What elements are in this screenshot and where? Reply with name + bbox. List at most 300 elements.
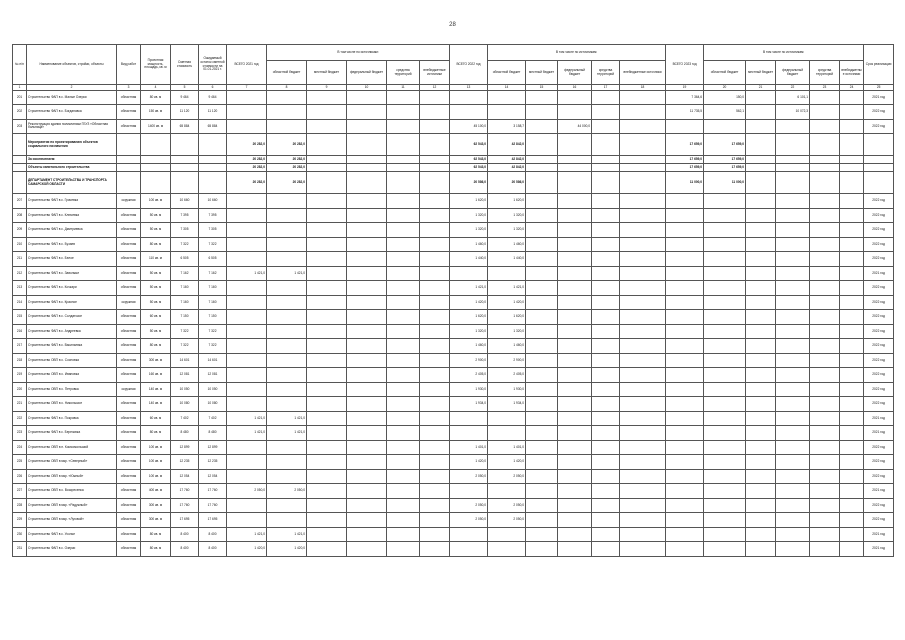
cell-type: областная [117, 484, 141, 499]
column-number: 9 [307, 85, 347, 91]
cell-n: 223 [13, 426, 27, 441]
cell-a22 [488, 542, 526, 557]
cell-c22 [558, 440, 592, 455]
cell-t22: 1 421,0 [450, 281, 488, 296]
cell-name: Строительство ФАП в с. Ключевка [27, 208, 117, 223]
table-row [13, 426, 894, 441]
cell-n [13, 164, 27, 172]
cell-t22: 62 543,0 [450, 134, 488, 156]
cell-t23: 11 735,5 [666, 105, 704, 120]
cell-b23 [746, 382, 776, 397]
column-number: 18 [620, 85, 666, 91]
cell-a23 [704, 266, 746, 281]
cell-b23 [746, 469, 776, 484]
cell-a22: 42 842,0 [488, 164, 526, 172]
cell-cap: 50 кв. м [141, 295, 171, 310]
cell-d23 [810, 382, 840, 397]
cell-d22 [592, 105, 620, 120]
header-group-2022: В том числе по источникам: [488, 45, 666, 61]
cell-d23 [810, 368, 840, 383]
cell-c23 [776, 542, 810, 557]
cell-b21 [307, 426, 347, 441]
cell-b23 [746, 310, 776, 325]
cell-d22 [592, 353, 620, 368]
cell-a22: 1 421,0 [488, 281, 526, 296]
cell-e21 [420, 426, 450, 441]
cell-c21 [347, 397, 387, 412]
cell-b22 [526, 353, 558, 368]
cell-b22 [526, 252, 558, 267]
cell-name: Мероприятия по проектированию объектов социального назначения [27, 134, 117, 156]
cell-b23 [746, 164, 776, 172]
cell-e23 [840, 440, 864, 455]
cell-t23 [666, 339, 704, 354]
cell-b22 [526, 498, 558, 513]
cell-t22: 2 050,0 [450, 513, 488, 528]
cell-c21 [347, 266, 387, 281]
cell-e22 [620, 237, 666, 252]
cell-a23 [704, 426, 746, 441]
cell-e21 [420, 411, 450, 426]
cell-b22 [526, 527, 558, 542]
cell-t21 [227, 281, 267, 296]
cell-c21 [347, 440, 387, 455]
cell-cost: 7 160 [171, 295, 199, 310]
cell-d22 [592, 324, 620, 339]
cell-cap: 60 кв. м [141, 411, 171, 426]
cell-rem: 65 884 [199, 119, 227, 134]
cell-b22 [526, 382, 558, 397]
cell-e22 [620, 266, 666, 281]
cell-b21 [307, 223, 347, 238]
cell-b22 [526, 156, 558, 164]
cell-b22 [526, 119, 558, 134]
cell-type: областная [117, 339, 141, 354]
cell-cost: 12 054 [171, 469, 199, 484]
cell-per: 2021 год [864, 266, 894, 281]
cell-c22 [558, 382, 592, 397]
cell-t23: 7 364,6 [666, 90, 704, 105]
cell-t22 [450, 527, 488, 542]
cell-b23 [746, 397, 776, 412]
cell-d21 [387, 324, 420, 339]
cell-a23 [704, 527, 746, 542]
cell-n [13, 134, 27, 156]
cell-t22: 2 050,0 [450, 469, 488, 484]
cell-t21: 20 282,0 [227, 156, 267, 164]
cell-cap: 400 кв. м [141, 484, 171, 499]
cell-e21 [420, 310, 450, 325]
cell-type: областная [117, 397, 141, 412]
cell-type: областная [117, 223, 141, 238]
cell-t23 [666, 542, 704, 557]
cell-a22: 2 050,0 [488, 498, 526, 513]
cell-e21 [420, 542, 450, 557]
cell-a21: 1 420,0 [267, 542, 307, 557]
cell-per [864, 134, 894, 156]
cell-type: областная [117, 208, 141, 223]
header-src: местный бюджет [307, 61, 347, 85]
cell-cap: 80 кв. м [141, 426, 171, 441]
cell-name: Строительство ФАП в с. Белое [27, 252, 117, 267]
cell-e23 [840, 426, 864, 441]
cell-d23 [810, 134, 840, 156]
section-row [13, 134, 894, 156]
cell-name: Строительство ФАП в с. Богдановка [27, 105, 117, 120]
cell-e22 [620, 164, 666, 172]
cell-c21 [347, 324, 387, 339]
cell-type [117, 164, 141, 172]
cell-a21: 1 421,0 [267, 266, 307, 281]
cell-t21 [227, 324, 267, 339]
cell-rem: 11 120 [199, 105, 227, 120]
cell-cap: 300 кв. м [141, 513, 171, 528]
cell-e22 [620, 105, 666, 120]
cell-a23: 562,1 [704, 105, 746, 120]
cell-b23 [746, 455, 776, 470]
page-number: 28 [449, 22, 456, 28]
cell-e22 [620, 368, 666, 383]
cell-c21 [347, 90, 387, 105]
cell-d21 [387, 194, 420, 209]
cell-e22 [620, 208, 666, 223]
cell-t22: 1 320,0 [450, 208, 488, 223]
cell-a22 [488, 266, 526, 281]
cell-d23 [810, 455, 840, 470]
cell-e21 [420, 339, 450, 354]
cell-type: областная [117, 411, 141, 426]
column-number: 25 [864, 85, 894, 91]
cell-c22 [558, 223, 592, 238]
cell-c23 [776, 119, 810, 134]
cell-t21 [227, 455, 267, 470]
cell-b21 [307, 281, 347, 296]
cell-e22 [620, 498, 666, 513]
cell-e21 [420, 368, 450, 383]
cell-e21 [420, 440, 450, 455]
cell-cap [141, 156, 171, 164]
cell-e22 [620, 455, 666, 470]
cell-n: 203 [13, 119, 27, 134]
cell-name: Строительство ФАП в с. Березовка [27, 426, 117, 441]
cell-d23 [810, 353, 840, 368]
table-row [13, 281, 894, 296]
cell-a21 [267, 281, 307, 296]
cell-c21 [347, 353, 387, 368]
table-row [13, 382, 894, 397]
cell-c22 [558, 237, 592, 252]
cell-e22 [620, 281, 666, 296]
table-row [13, 324, 894, 339]
cell-t22: 1 420,0 [450, 455, 488, 470]
cell-b21 [307, 527, 347, 542]
cell-e21 [420, 324, 450, 339]
cell-d22 [592, 411, 620, 426]
cell-t23 [666, 353, 704, 368]
cell-b23 [746, 105, 776, 120]
table-row [13, 455, 894, 470]
cell-type: областная [117, 90, 141, 105]
cell-a21: 20 282,0 [267, 134, 307, 156]
cell-a23 [704, 353, 746, 368]
cell-c22 [558, 368, 592, 383]
cell-b21 [307, 353, 347, 368]
cell-per: 2022 год [864, 223, 894, 238]
cell-type: областная [117, 237, 141, 252]
cell-a23 [704, 310, 746, 325]
cell-t23 [666, 382, 704, 397]
cell-b21 [307, 455, 347, 470]
cell-a23 [704, 498, 746, 513]
cell-t23: 17 659,0 [666, 134, 704, 156]
header-group-2023: В том числе по источникам: [704, 45, 864, 61]
cell-per: 2022 год [864, 339, 894, 354]
cell-cost: 17 695 [171, 513, 199, 528]
cell-cost: 7 322 [171, 324, 199, 339]
cell-c22 [558, 134, 592, 156]
cell-b23 [746, 440, 776, 455]
cell-d21 [387, 119, 420, 134]
cell-a21 [267, 513, 307, 528]
cell-d23 [810, 295, 840, 310]
cell-a22: 42 842,0 [488, 156, 526, 164]
cell-per: 2022 год [864, 382, 894, 397]
cell-name: Строительство ОВП в с. Воскресенка [27, 484, 117, 499]
cell-cost [171, 164, 199, 172]
cell-t21: 1 420,0 [227, 542, 267, 557]
cell-d22 [592, 119, 620, 134]
cell-b21 [307, 252, 347, 267]
cell-c21 [347, 310, 387, 325]
column-number: 1 [13, 85, 27, 91]
cell-c21 [347, 368, 387, 383]
cell-a21 [267, 252, 307, 267]
cell-t23 [666, 266, 704, 281]
cell-rem: 17 760 [199, 484, 227, 499]
cell-e23 [840, 90, 864, 105]
cell-name: Строительство ФАП в с. Андреевка [27, 324, 117, 339]
cell-b22 [526, 368, 558, 383]
cell-e21 [420, 252, 450, 267]
cell-b23 [746, 208, 776, 223]
cell-t21 [227, 194, 267, 209]
cell-t21 [227, 105, 267, 120]
cell-b23 [746, 252, 776, 267]
cell-e23 [840, 382, 864, 397]
cell-t21 [227, 397, 267, 412]
cell-per: 2022 год [864, 498, 894, 513]
column-number: 11 [387, 85, 420, 91]
column-number: 7 [227, 85, 267, 91]
cell-c22 [558, 164, 592, 172]
cell-t22 [450, 90, 488, 105]
cell-n: 209 [13, 223, 27, 238]
cell-a23 [704, 324, 746, 339]
cell-cap: 300 кв. м [141, 353, 171, 368]
cell-e23 [840, 339, 864, 354]
cell-c22: 44 000,0 [558, 119, 592, 134]
cell-c22 [558, 252, 592, 267]
cell-rem: 7 162 [199, 266, 227, 281]
table-row [13, 484, 894, 499]
cell-c21 [347, 469, 387, 484]
column-number: 13 [450, 85, 488, 91]
cell-b21 [307, 310, 347, 325]
cell-n: 222 [13, 411, 27, 426]
cell-per: 2022 год [864, 310, 894, 325]
cell-c22 [558, 484, 592, 499]
cell-cost: 10 080 [171, 397, 199, 412]
cell-c23 [776, 498, 810, 513]
cell-e21 [420, 208, 450, 223]
cell-d22 [592, 295, 620, 310]
table-row [13, 208, 894, 223]
cell-t22 [450, 426, 488, 441]
cell-per: 2022 год [864, 513, 894, 528]
cell-n [13, 156, 27, 164]
cell-c23 [776, 134, 810, 156]
cell-name: Строительство ФАП в с. Усолье [27, 527, 117, 542]
cell-d21 [387, 105, 420, 120]
cell-a22: 1 930,0 [488, 382, 526, 397]
cell-t21: 1 421,0 [227, 426, 267, 441]
cell-d22 [592, 469, 620, 484]
column-number: 17 [592, 85, 620, 91]
column-number: 15 [526, 85, 558, 91]
cell-d21 [387, 527, 420, 542]
cell-t23 [666, 513, 704, 528]
cell-b23 [746, 119, 776, 134]
cell-rem [199, 156, 227, 164]
cell-c21 [347, 339, 387, 354]
cell-c23 [776, 353, 810, 368]
table-row [13, 90, 894, 105]
header-src: средства территорий [810, 61, 840, 85]
cell-b22 [526, 513, 558, 528]
cell-b21 [307, 105, 347, 120]
cell-b23 [746, 484, 776, 499]
cell-e23 [840, 164, 864, 172]
cell-rem: 10 660 [199, 194, 227, 209]
table-row [13, 411, 894, 426]
header-src: областной бюджет [488, 61, 526, 85]
cell-c23 [776, 164, 810, 172]
cell-d23 [810, 119, 840, 134]
cell-name: Строительство ОВП в с. Никольское [27, 397, 117, 412]
cell-e22 [620, 223, 666, 238]
header-num: № п/п [13, 45, 27, 85]
cell-d23 [810, 469, 840, 484]
cell-cost: 7 160 [171, 281, 199, 296]
cell-per: 2022 год [864, 469, 894, 484]
cell-d21 [387, 252, 420, 267]
cell-a22: 20 586,0 [488, 172, 526, 194]
cell-b22 [526, 208, 558, 223]
cell-per [864, 156, 894, 164]
cell-type: областная [117, 426, 141, 441]
section-row [13, 172, 894, 194]
header-period: Срок реализации [864, 45, 894, 85]
cell-d21 [387, 498, 420, 513]
cell-rem: 7 322 [199, 237, 227, 252]
cell-b21 [307, 156, 347, 164]
cell-c23 [776, 223, 810, 238]
cell-d23 [810, 105, 840, 120]
cell-c21 [347, 208, 387, 223]
header-cost: Сметная стоимость [171, 45, 199, 85]
cell-a21: 2 050,0 [267, 484, 307, 499]
cell-t23 [666, 223, 704, 238]
table-row [13, 440, 894, 455]
cell-a23 [704, 382, 746, 397]
cell-b23 [746, 324, 776, 339]
cell-d22 [592, 310, 620, 325]
cell-rem: 7 160 [199, 281, 227, 296]
cell-name: Строительство ФАП в с. Грачевка [27, 194, 117, 209]
cell-cost: 7 305 [171, 223, 199, 238]
cell-c23 [776, 426, 810, 441]
cell-b22 [526, 223, 558, 238]
cell-t21 [227, 310, 267, 325]
cell-name: Строительство ОВП в с. Петровка [27, 382, 117, 397]
cell-d22 [592, 208, 620, 223]
cell-t23 [666, 368, 704, 383]
cell-t22: 1 440,0 [450, 252, 488, 267]
cell-a22 [488, 484, 526, 499]
cell-cost: 17 760 [171, 484, 199, 499]
cell-a23 [704, 484, 746, 499]
cell-name: Объекты капитального строительства [27, 164, 117, 172]
cell-b23 [746, 513, 776, 528]
cell-cap: 140 кв. м [141, 397, 171, 412]
header-name: Наименование объектов, стройки, объекты [27, 45, 117, 85]
cell-c22 [558, 172, 592, 194]
cell-n: 228 [13, 498, 27, 513]
cell-b22 [526, 164, 558, 172]
cell-per: 2022 год [864, 119, 894, 134]
column-number: 21 [746, 85, 776, 91]
cell-t21: 20 282,0 [227, 172, 267, 194]
cell-a22 [488, 105, 526, 120]
cell-n: 219 [13, 368, 27, 383]
cell-cap: 160 кв. м [141, 368, 171, 383]
cell-c22 [558, 498, 592, 513]
cell-a21 [267, 397, 307, 412]
table-row [13, 310, 894, 325]
cell-d22 [592, 266, 620, 281]
cell-rem: 8 400 [199, 527, 227, 542]
cell-name: Строительство ФАП в с. Дмитриевка [27, 223, 117, 238]
cell-b21 [307, 90, 347, 105]
cell-d22 [592, 513, 620, 528]
column-number: 6 [199, 85, 227, 91]
cell-t23 [666, 295, 704, 310]
cell-t23 [666, 194, 704, 209]
cell-c23: 10 072,3 [776, 105, 810, 120]
cell-e23 [840, 310, 864, 325]
cell-e22 [620, 397, 666, 412]
cell-c22 [558, 90, 592, 105]
cell-cap: 140 кв. м [141, 382, 171, 397]
cell-name: Строительство ФАП в с. Васильевка [27, 339, 117, 354]
cell-e22 [620, 194, 666, 209]
cell-a22: 2 405,0 [488, 368, 526, 383]
cell-c22 [558, 310, 592, 325]
header-total-2023: ВСЕГО 2023 год [666, 45, 704, 85]
cell-d22 [592, 498, 620, 513]
cell-e23 [840, 119, 864, 134]
cell-e23 [840, 172, 864, 194]
